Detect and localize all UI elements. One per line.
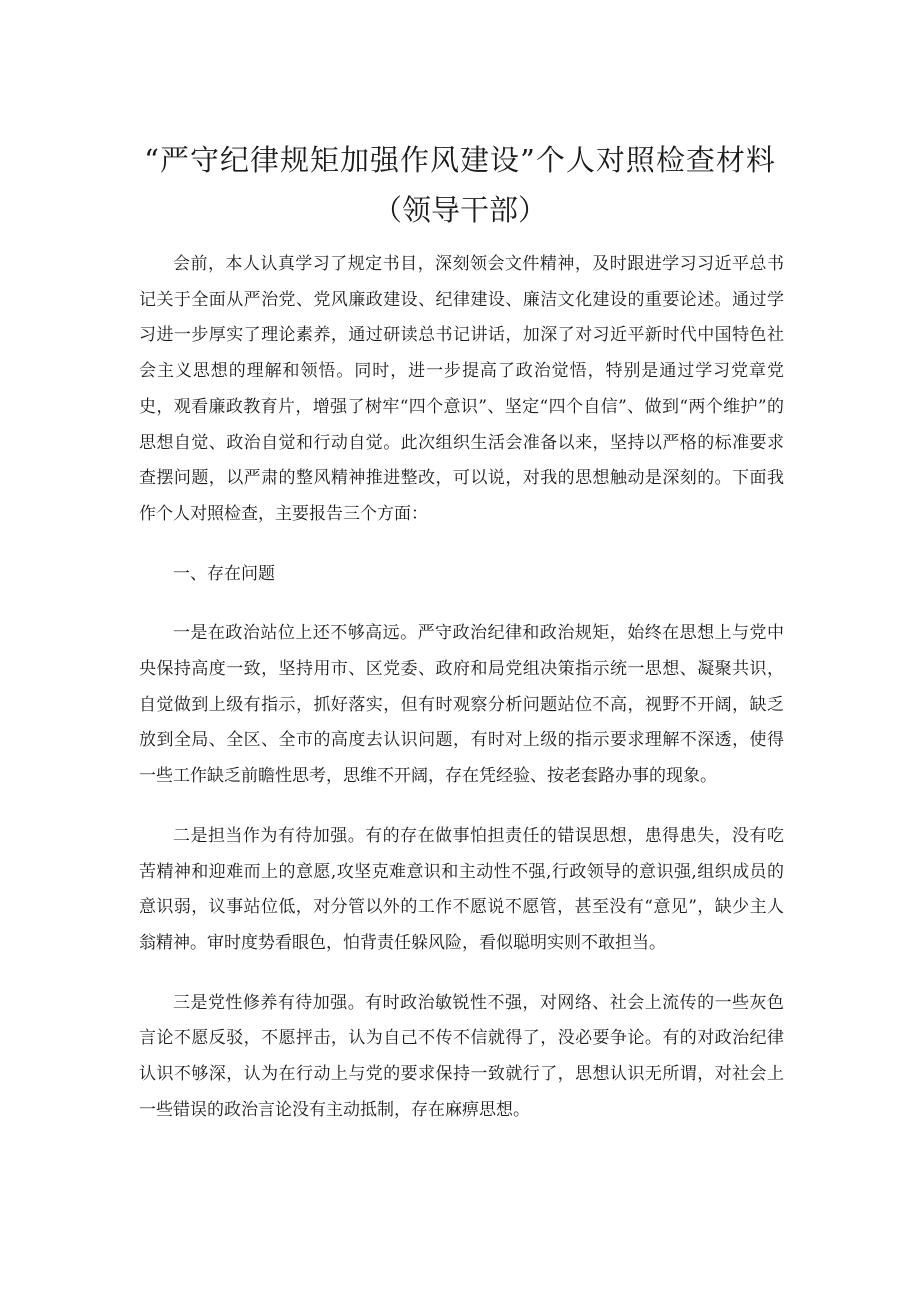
title-main: “严守纪律规矩加强作风建设”个人对照检查材料	[144, 143, 776, 177]
intro-paragraph: 会前，本人认真学习了规定书目，深刻领会文件精神，及时跟进学习习近平总书记关于全面从严治党、党风廉政建设、纪律建设、廉洁文化建设的重要论述。通过学习进一步厚实了理论素养，通过研读总书记讲话，加深了对习近平新时代中国特色社会主义思想的理解和领悟。同时，进一步提高了政治觉悟，特别是通过学习党章党史，观看廉政教育片，增强了树牢“四个意识”、坚定“四个自信”、做到“两个维护”的思想自觉、政治自觉和行动自觉。此次组织生活会准备以来，坚持以严格的标准要求查摆问题，以严肃的整风精神推进整改，可以说，对我的思想触动是深刻的。下面我作个人对照检查，主要报告三个方面：	[139, 254, 784, 524]
issue-paragraph-2: 二是担当作为有待加强。有的存在做事怕担责任的错误思想，患得患失，没有吃苦精神和迎难而上的意愿,攻坚克难意识和主动性不强,行政领导的意识强,组织成员的意识弱，议事站位低，对分管以外的工作不愿说不愿管，甚至没有“意见”，缺少主人翁精神。审时度势看眼色，怕背责任躲风险，看似聪明实则不敢担当。	[139, 825, 784, 953]
issue-paragraph-1: 一是在政治站位上还不够高远。严守政治纪律和政治规矩，始终在思想上与党中央保持高度一致，坚持用市、区党委、政府和局党组决策指示统一思想、凝聚共识，自觉做到上级有指示，抓好落实，但有时观察分析问题站位不高，视野不开阔，缺乏放到全局、全区、全市的高度去认识问题，有时对上级的指示要求理解不深透，使得一些工作缺乏前瞻性思考，思维不开阔，存在凭经验、按老套路办事的现象。	[139, 623, 784, 787]
issue-paragraph-3: 三是党性修养有待加强。有时政治敏锐性不强，对网络、社会上流传的一些灰色言论不愿反驳，不愿抨击，认为自己不传不信就得了，没必要争论。有的对政治纪律认识不够深，认为在行动上与党的要求保持一致就行了，思想认识无所谓，对社会上一些错误的政治言论没有主动抵制，存在麻痹思想。	[139, 992, 784, 1120]
title-subtitle: （领导干部）	[372, 193, 547, 227]
section-heading: 一、存在问题	[173, 563, 275, 584]
document-body	[139, 247, 784, 1128]
document-title	[0, 136, 920, 234]
